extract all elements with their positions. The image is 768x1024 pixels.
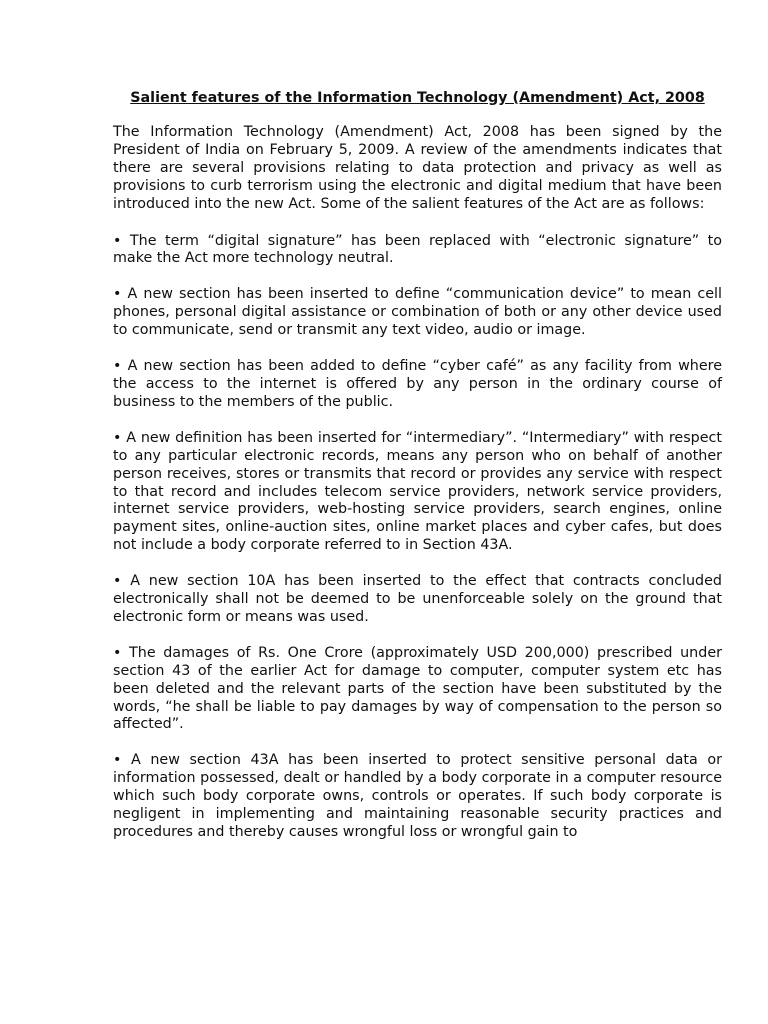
bullet-communication-device: • A new section has been inserted to define “communication device” to mean cell phones, personal digital assistance or combination of both or any other device used to communicate, send or transmit any text video, audio or image.	[113, 286, 722, 339]
bullet-cyber-cafe: • A new section has been added to define “cyber café” as any facility from where the access to the internet is offered by any person in the ordinary course of business to the members of the public.	[113, 358, 722, 410]
document-title: Salient features of the Information Technology (Amendment) Act, 2008	[130, 90, 705, 106]
bullet-damages: • The damages of Rs. One Crore (approximately USD 200,000) prescribed under section 43 of the earlier Act for damage to computer, computer system etc has been deleted and the relevant parts of the section have been substituted by the words, “he shall be liable to pay damages by way of compensation to the person so affected”.	[113, 644, 722, 733]
document-page	[113, 88, 722, 860]
bullet-section-10a: • A new section 10A has been inserted to the effect that contracts concluded electronically shall not be deemed to be unenforceable solely on the ground that electronic form or means was used.	[113, 573, 722, 625]
bullet-intermediary: • A new definition has been inserted for “intermediary”. “Intermediary” with respect to any particular electronic records, means any person who on behalf of another person receives, stores or transmits that record or provides any service with respect to that record and includes telecom service providers, network service providers, internet service providers, web-hosting service providers, search engines, online payment sites, online-auction sites, online market places and cyber cafes, but does not include a body corporate referred to in Section 43A.	[113, 429, 722, 554]
intro-paragraph: The Information Technology (Amendment) Act, 2008 has been signed by the President of India on February 5, 2009. A review of the amendments indicates that there are several provisions relating to data protection and privacy as well as provisions to curb terrorism using the electronic and digital medium that have been introduced into the new Act. Some of the salient features of the Act are as follows:	[113, 124, 722, 212]
bullet-section-43a: • A new section 43A has been inserted to protect sensitive personal data or information possessed, dealt or handled by a body corporate in a computer resource which such body corporate owns, controls or operates. If such body corporate is negligent in implementing and maintaining reasonable security practices and procedures and thereby causes wrongful loss or wrongful gain to	[113, 752, 722, 840]
bullet-digital-signature: • The term “digital signature” has been replaced with “electronic signature” to make the Act more technology neutral.	[113, 232, 722, 267]
